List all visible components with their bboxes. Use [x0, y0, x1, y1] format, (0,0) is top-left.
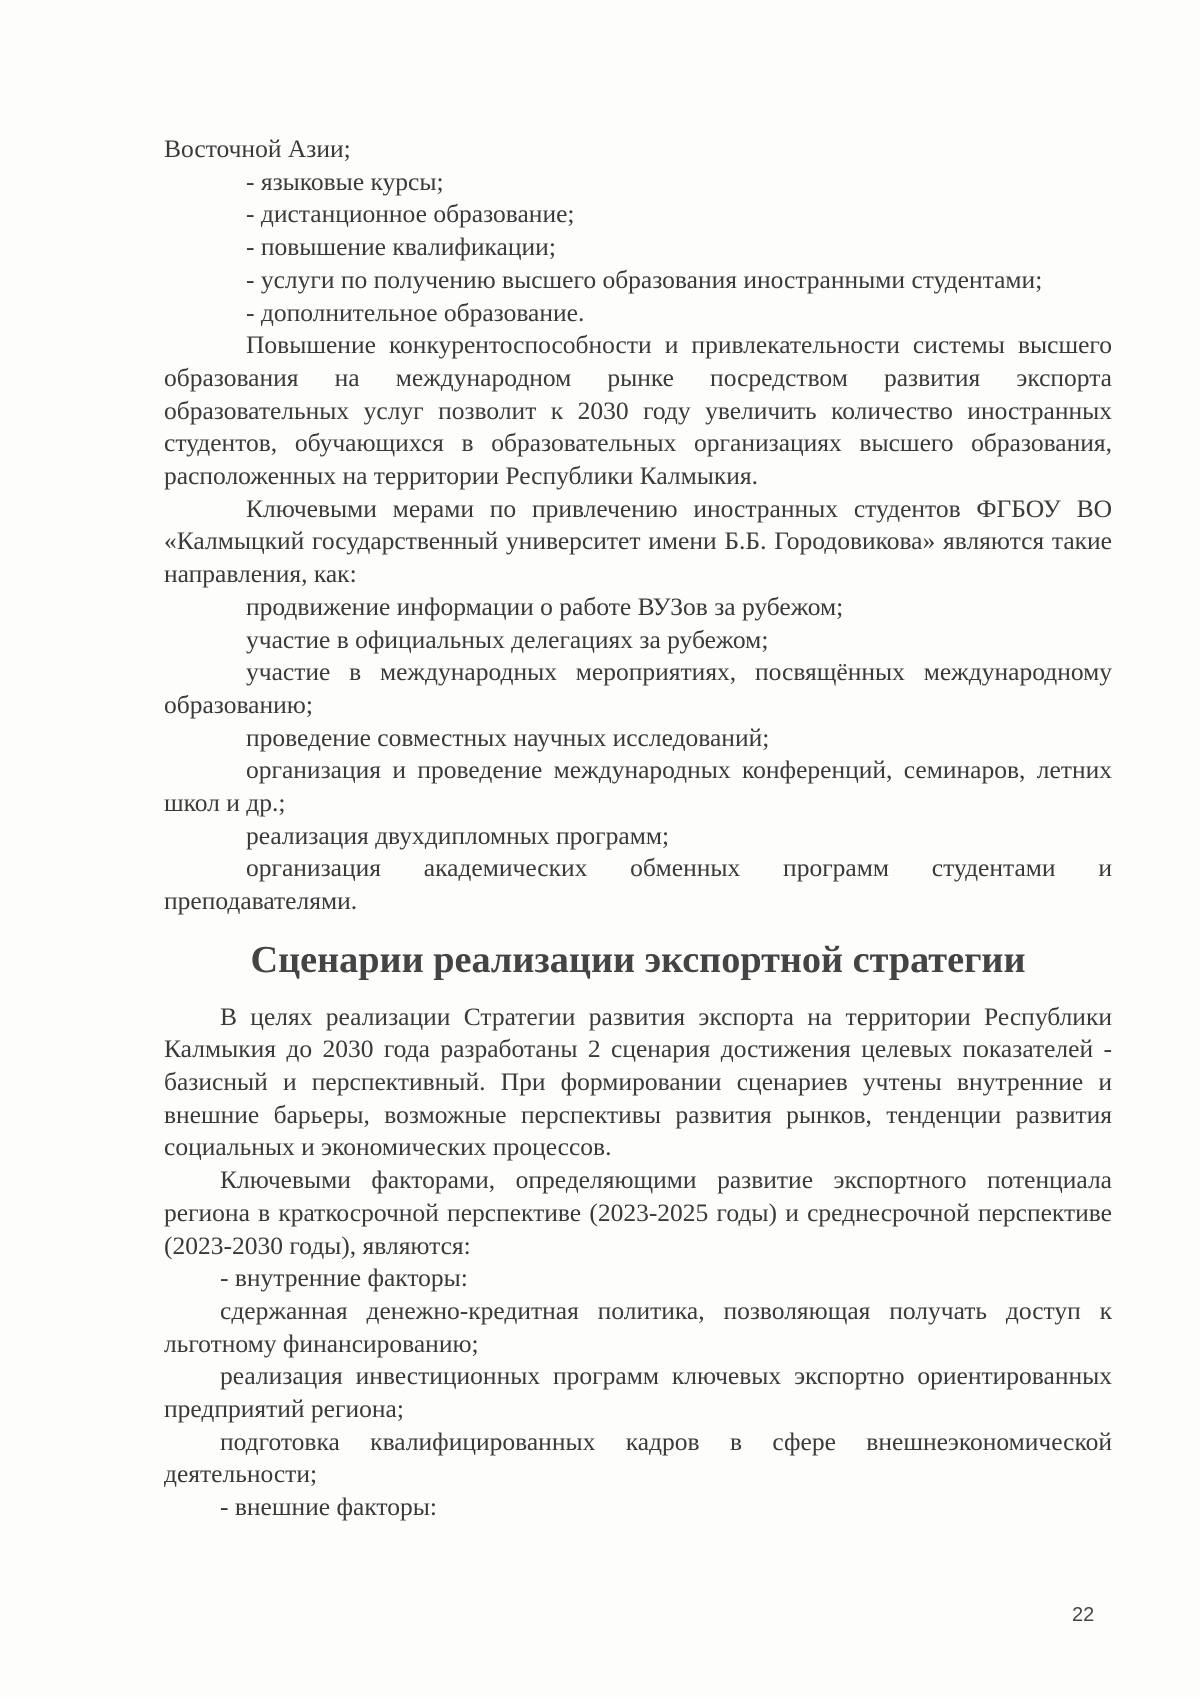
list-item: - дополнительное образование. — [246, 297, 585, 327]
paragraph: Ключевыми мерами по привлечению иностранных студентов ФГБОУ ВО «Калмыцкий государственный университет имени Б.Б. Городовикова» являются такие направления, как: — [164, 493, 1112, 589]
list-item: - внутренние факторы: — [220, 1263, 468, 1293]
list-item: продвижение информации о работе ВУЗов за рубежом; — [246, 591, 844, 621]
list-item: реализация двухдипломных программ; — [246, 820, 670, 850]
document-body — [164, 133, 1112, 1524]
list-item: организация академических обменных программ студентами и преподавателями. — [164, 853, 1112, 916]
list-item: участие в официальных делегациях за рубежом; — [246, 624, 769, 654]
paragraph-continuation: Восточной Азии; — [164, 134, 351, 163]
list-item: участие в международных мероприятиях, посвящённых международному образованию; — [164, 657, 1112, 719]
paragraph: В целях реализации Стратегии развития экспорта на территории Республики Калмыкия до 2030 года разработаны 2 сценария достижения целевых показателей - базисный и перспективный. При формировании сценариев учтены внутренние и внешние барьеры, возможные перспективы развития рынков, тенденции развития социальных и экономических процессов. — [164, 1001, 1112, 1162]
list-item: организация и проведение международных конференций, семинаров, летних школ и др.; — [164, 755, 1112, 818]
list-item: сдержанная денежно-кредитная политика, позволяющая получать доступ к льготному финансированию; — [164, 1295, 1112, 1358]
page-number: 22 — [1072, 1604, 1095, 1626]
paragraph: Ключевыми факторами, определяющими развитие экспортного потенциала региона в краткосрочной перспективе (2023-2025 годы) и среднесрочной перспективе (2023-2030 годы), являются: — [164, 1165, 1112, 1260]
list-item: реализация инвестиционных программ ключевых экспортно ориентированных предприятий региона; — [164, 1361, 1112, 1424]
section-heading: Сценарии реализации экспортной стратегии — [250, 938, 1026, 981]
list-item: подготовка квалифицированных кадров в сфере внешнеэкономической деятельности; — [164, 1426, 1112, 1489]
list-item: - повышение квалификации; — [246, 232, 556, 262]
list-item: - внешние факторы: — [220, 1492, 437, 1522]
paragraph: Повышение конкурентоспособности и привлекательности системы высшего образования на международном рынке посредством развития экспорта образовательных услуг позволит к 2030 году увеличить количество иностранных студентов, обучающихся в образовательных организациях высшего образования, расположенных на территории Республики Калмыкия. — [164, 330, 1112, 491]
list-item: проведение совместных научных исследований; — [246, 722, 770, 752]
list-item: - услуги по получению высшего образования иностранными студентами; — [246, 264, 1043, 294]
list-item: - языковые курсы; — [246, 166, 444, 196]
list-item: - дистанционное образование; — [246, 199, 575, 229]
